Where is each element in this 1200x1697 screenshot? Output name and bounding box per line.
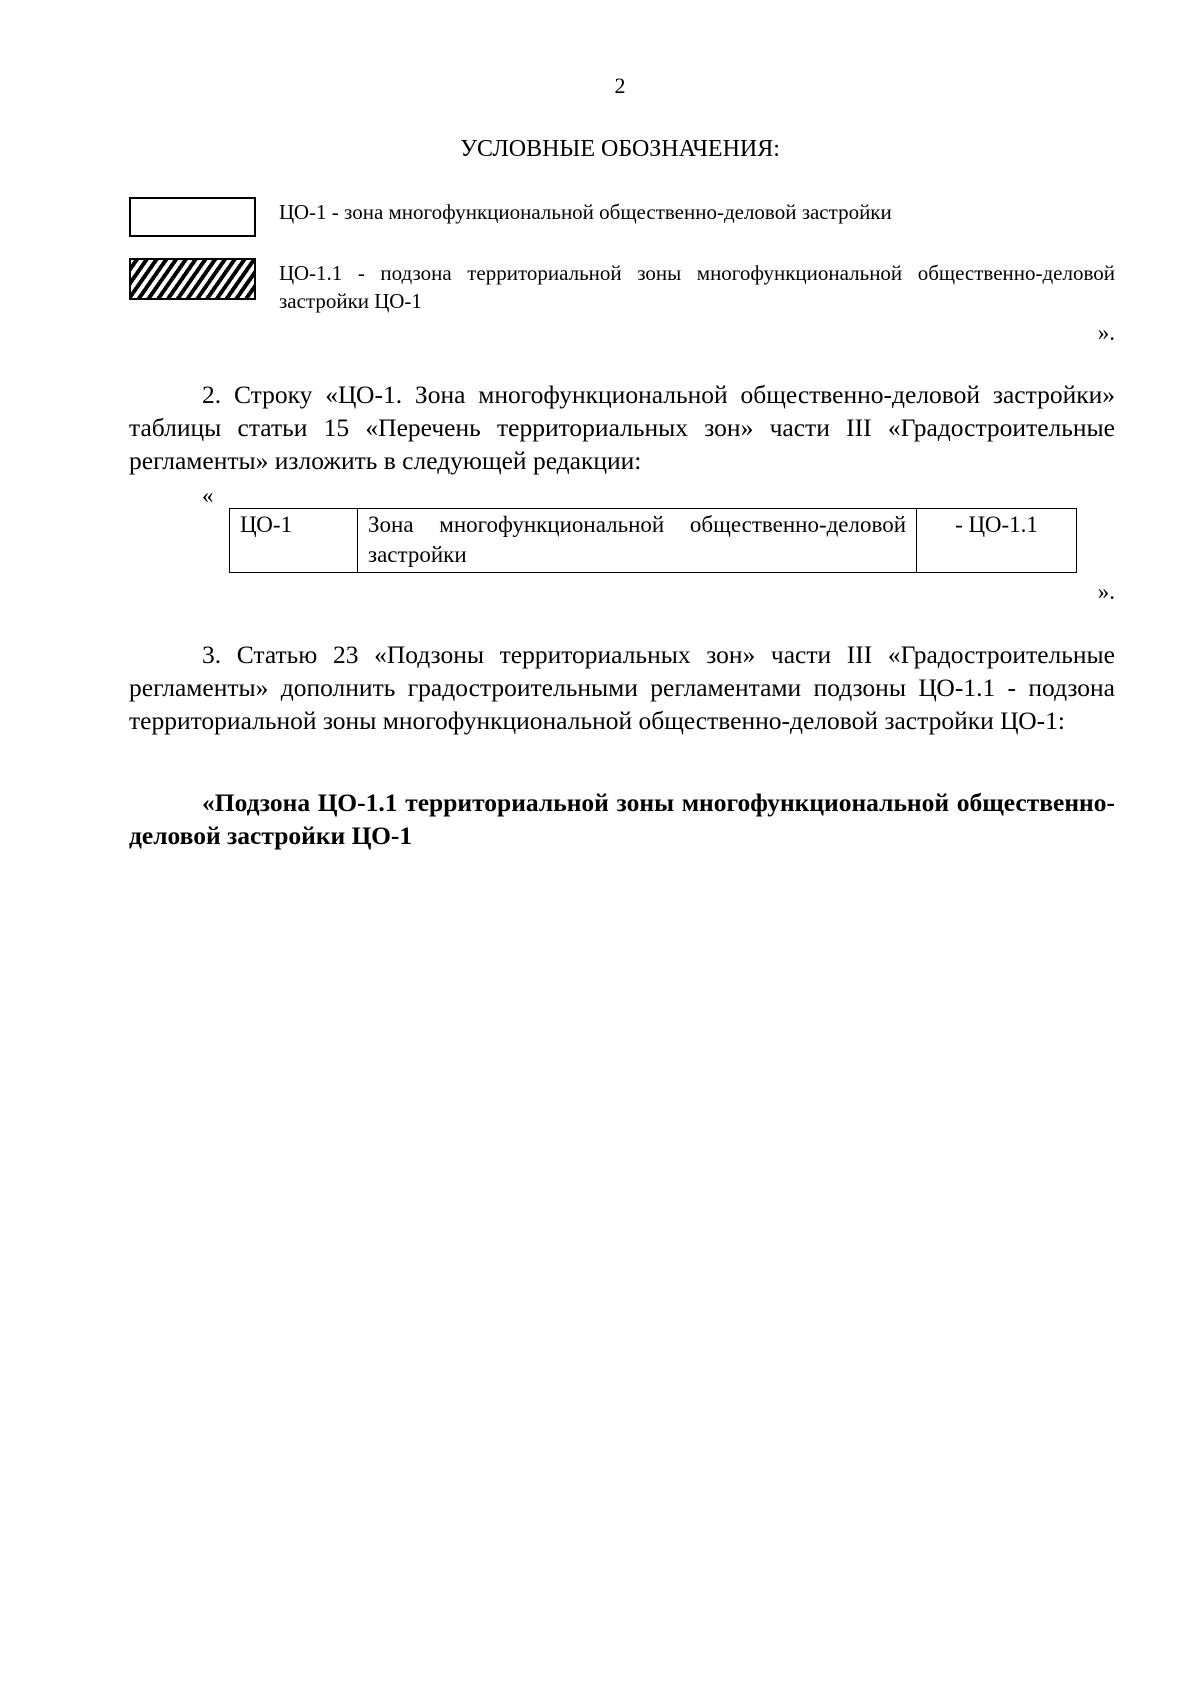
table-cell-name: Зона многофункциональной общественно-деловой застройки (358, 509, 917, 573)
paragraph-3: 3. Статью 23 «Подзоны территориальных зон» части III «Градостроительные регламенты» дополнить градостроительными регламентами подзоны ЦО-1.1 - подзона территориальной зоны многофункциональной общественно-деловой застройки ЦО-1: (129, 640, 1115, 735)
table-cell-code: ЦО-1 (230, 509, 358, 573)
zone-table (229, 508, 1077, 573)
legend-hatched-box-icon (129, 258, 256, 300)
legend-plain-box-icon (129, 197, 256, 237)
table-open-quote: « (202, 483, 214, 508)
page-number: 2 (614, 73, 626, 98)
table-cell-subzone: - ЦО-1.1 (917, 509, 1077, 573)
legend-closing-quote: ». (1097, 320, 1115, 345)
table-row (230, 509, 1077, 573)
legend-title: УСЛОВНЫЕ ОБОЗНАЧЕНИЯ: (460, 136, 780, 162)
legend-item-text: ЦО-1 - зона многофункциональной общественно-деловой застройки (279, 200, 892, 224)
legend-item-text: ЦО-1.1 - подзона территориальной зоны многофункциональной общественно-деловой застройки ЦО-1 (279, 261, 1115, 313)
paragraph-2: 2. Строку «ЦО-1. Зона многофункциональной общественно-деловой застройки» таблицы статьи 15 «Перечень территориальных зон» части III «Градостроительные регламенты» изложить в следующей редакции: (129, 380, 1115, 475)
table-closing-quote: ». (1097, 579, 1115, 604)
section-heading: «Подзона ЦО-1.1 территориальной зоны многофункциональной общественно-деловой застройки ЦО-1 (129, 788, 1115, 850)
